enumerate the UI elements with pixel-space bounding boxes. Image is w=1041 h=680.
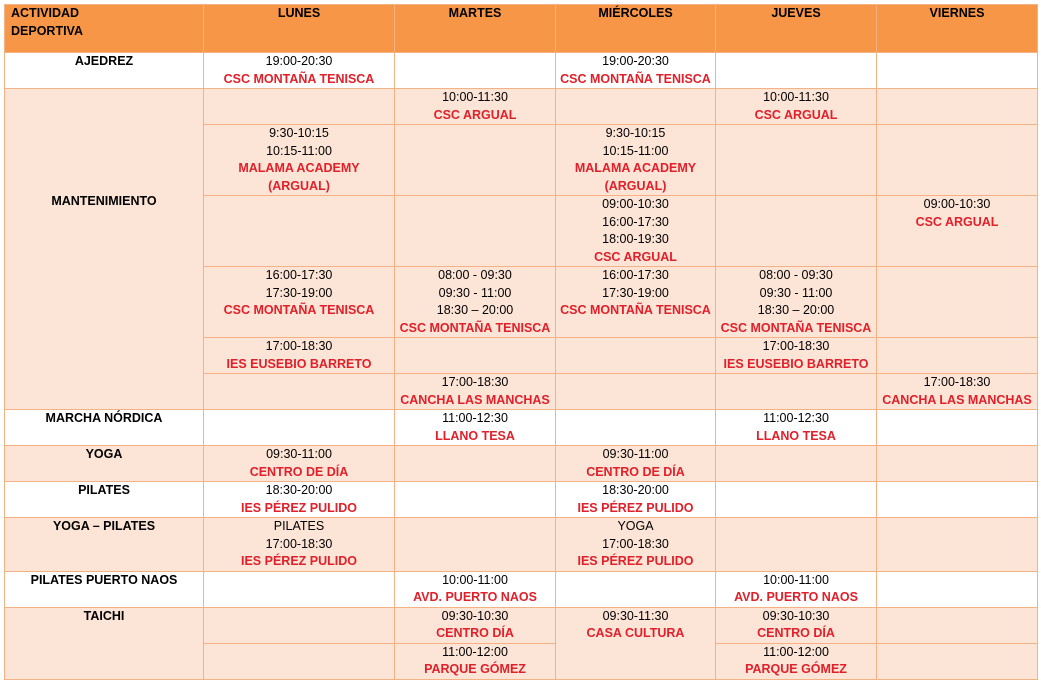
venue-label: CSC MONTAÑA TENISCA bbox=[560, 303, 711, 317]
schedule-cell bbox=[877, 607, 1038, 643]
activity-name: YOGA bbox=[5, 446, 204, 482]
time-slot: 17:00-18:30 bbox=[265, 339, 333, 353]
header-activity: ACTIVIDAD DEPORTIVA bbox=[5, 5, 204, 53]
schedule-cell bbox=[556, 53, 716, 89]
time-slot: 18:30-20:00 bbox=[602, 483, 669, 497]
venue-label: LLANO TESA bbox=[756, 428, 836, 443]
venue-label: CANCHA LAS MANCHAS bbox=[400, 392, 550, 407]
schedule-cell bbox=[877, 196, 1038, 267]
schedule-cell bbox=[877, 125, 1038, 196]
schedule-cell bbox=[556, 482, 716, 518]
schedule-cell bbox=[395, 196, 556, 267]
venue-label: IES PÉREZ PULIDO bbox=[241, 500, 357, 515]
activity-name: TAICHI bbox=[5, 607, 204, 679]
header-jueves: JUEVES bbox=[716, 5, 877, 53]
time-slot: 11:00-12:00 bbox=[442, 644, 508, 659]
schedule-cell bbox=[556, 410, 716, 446]
venue-label: (ARGUAL) bbox=[604, 178, 667, 193]
time-slot: 09:30-11:30 bbox=[602, 608, 669, 623]
table-row bbox=[5, 89, 1038, 125]
activity-name: PILATES PUERTO NAOS bbox=[5, 571, 204, 607]
schedule-cell bbox=[556, 374, 716, 410]
schedule-cell bbox=[204, 643, 395, 679]
time-slot: 16:00-17:30 bbox=[602, 268, 669, 282]
venue-label: IES PÉREZ PULIDO bbox=[577, 500, 694, 515]
time-slot: 11:00-12:00 bbox=[763, 644, 829, 659]
venue-label: PARQUE GÓMEZ bbox=[424, 662, 526, 676]
time-slot: 17:00-18:30 bbox=[923, 375, 991, 389]
time-slot: 09:30-10:30 bbox=[762, 608, 830, 623]
schedule-cell bbox=[716, 196, 877, 267]
time-slot: 09:30 - 11:00 bbox=[438, 285, 512, 300]
venue-label: IES PÉREZ PULIDO bbox=[241, 554, 357, 568]
venue-label: PARQUE GÓMEZ bbox=[745, 662, 847, 676]
venue-label: CSC MONTAÑA TENISCA bbox=[223, 71, 375, 86]
activity-name: MANTENIMIENTO bbox=[5, 89, 204, 410]
schedule-cell bbox=[556, 267, 716, 338]
time-slot: 16:00-17:30 bbox=[602, 214, 669, 229]
schedule-cell bbox=[395, 410, 556, 446]
time-slot: PILATES bbox=[273, 519, 325, 533]
time-slot: 10:00-11:00 bbox=[442, 572, 508, 587]
time-slot: 10:15-11:00 bbox=[266, 143, 332, 158]
schedule-cell bbox=[877, 410, 1038, 446]
schedule-cell bbox=[204, 125, 395, 196]
schedule-cell bbox=[877, 89, 1038, 125]
schedule-cell bbox=[556, 518, 716, 572]
schedule-cell bbox=[877, 482, 1038, 518]
schedule-cell bbox=[716, 518, 877, 572]
venue-label: (ARGUAL) bbox=[268, 178, 330, 193]
venue-label: MALAMA ACADEMY bbox=[238, 161, 360, 175]
time-slot: 18:30 – 20:00 bbox=[757, 303, 835, 317]
time-slot: 17:30-19:00 bbox=[602, 285, 669, 300]
schedule-cell bbox=[877, 518, 1038, 572]
header-lunes: LUNES bbox=[204, 5, 395, 53]
schedule-cell bbox=[204, 53, 395, 89]
time-slot: 08:00 - 09:30 bbox=[438, 268, 512, 282]
time-slot: 18:30 – 20:00 bbox=[436, 303, 514, 317]
venue-label: CSC ARGUAL bbox=[433, 107, 517, 122]
schedule-cell bbox=[716, 446, 877, 482]
schedule-cell bbox=[556, 446, 716, 482]
schedule-cell bbox=[556, 607, 716, 679]
venue-label: CENTRO DÍA bbox=[436, 626, 514, 640]
schedule-cell bbox=[395, 518, 556, 572]
schedule-cell bbox=[556, 571, 716, 607]
schedule-cell bbox=[877, 338, 1038, 374]
schedule-cell bbox=[877, 446, 1038, 482]
schedule-cell bbox=[877, 374, 1038, 410]
schedule-cell bbox=[395, 89, 556, 125]
venue-label: AVD. PUERTO NAOS bbox=[734, 590, 858, 604]
schedule-cell bbox=[716, 571, 877, 607]
header-miercoles: MIÉRCOLES bbox=[556, 5, 716, 53]
schedule-cell bbox=[395, 571, 556, 607]
time-slot: 16:00-17:30 bbox=[265, 268, 333, 282]
table-row bbox=[5, 53, 1038, 89]
schedule-cell bbox=[204, 446, 395, 482]
schedule-cell bbox=[716, 643, 877, 679]
venue-label: CENTRO DÍA bbox=[757, 626, 835, 640]
schedule-cell bbox=[395, 482, 556, 518]
time-slot: 18:30-20:00 bbox=[265, 483, 333, 497]
venue-label: IES PÉREZ PULIDO bbox=[577, 554, 694, 568]
table-row bbox=[5, 446, 1038, 482]
venue-label: CSC MONTAÑA TENISCA bbox=[399, 320, 551, 335]
venue-label: CASA CULTURA bbox=[586, 626, 685, 640]
schedule-cell bbox=[716, 410, 877, 446]
header-viernes: VIERNES bbox=[877, 5, 1038, 53]
activity-name: MARCHA NÓRDICA bbox=[5, 410, 204, 446]
schedule-cell bbox=[395, 643, 556, 679]
venue-label: CSC ARGUAL bbox=[594, 249, 677, 264]
schedule-cell bbox=[716, 607, 877, 643]
time-slot: 10:00-11:00 bbox=[763, 572, 829, 587]
time-slot: 17:30-19:00 bbox=[265, 285, 333, 300]
schedule-cell bbox=[204, 571, 395, 607]
schedule-cell bbox=[556, 89, 716, 125]
table-row bbox=[5, 482, 1038, 518]
header-martes: MARTES bbox=[395, 5, 556, 53]
table-row bbox=[5, 571, 1038, 607]
schedule-cell bbox=[716, 125, 877, 196]
schedule-cell bbox=[395, 446, 556, 482]
venue-label: AVD. PUERTO NAOS bbox=[413, 590, 537, 604]
time-slot: 9:30-10:15 bbox=[605, 126, 666, 140]
activity-name: YOGA – PILATES bbox=[5, 518, 204, 572]
activity-name: PILATES bbox=[5, 482, 204, 518]
time-slot: 19:00-20:30 bbox=[602, 54, 669, 68]
schedule-cell bbox=[395, 607, 556, 643]
time-slot: 17:00-18:30 bbox=[762, 339, 830, 353]
schedule-cell bbox=[556, 125, 716, 196]
table-row bbox=[5, 518, 1038, 572]
venue-label: CENTRO DE DÍA bbox=[586, 464, 685, 479]
header-row bbox=[5, 5, 1038, 53]
time-slot: 18:00-19:30 bbox=[602, 232, 669, 246]
time-slot: 9:30-10:15 bbox=[269, 126, 329, 140]
schedule-cell bbox=[395, 338, 556, 374]
time-slot: 11:00-12:30 bbox=[763, 411, 829, 425]
schedule-cell bbox=[395, 53, 556, 89]
time-slot: 09:30-11:00 bbox=[266, 447, 332, 461]
schedule-cell bbox=[556, 196, 716, 267]
schedule-cell bbox=[204, 338, 395, 374]
time-slot: 11:00-12:30 bbox=[442, 411, 508, 425]
schedule-cell bbox=[204, 374, 395, 410]
schedule-cell bbox=[716, 338, 877, 374]
activity-schedule-table bbox=[4, 4, 1038, 680]
schedule-cell bbox=[877, 643, 1038, 679]
time-slot: 10:15-11:00 bbox=[602, 143, 669, 158]
venue-label: CSC MONTAÑA TENISCA bbox=[560, 71, 711, 86]
time-slot: 19:00-20:30 bbox=[265, 54, 333, 68]
schedule-cell bbox=[716, 482, 877, 518]
schedule-cell bbox=[395, 374, 556, 410]
time-slot: 08:00 - 09:30 bbox=[759, 268, 833, 282]
venue-label: IES EUSEBIO BARRETO bbox=[226, 356, 372, 371]
venue-label: IES EUSEBIO BARRETO bbox=[723, 356, 869, 371]
schedule-cell bbox=[395, 267, 556, 338]
schedule-cell bbox=[877, 267, 1038, 338]
schedule-cell bbox=[716, 53, 877, 89]
schedule-cell bbox=[204, 410, 395, 446]
venue-label: CSC ARGUAL bbox=[915, 214, 999, 229]
schedule-cell bbox=[204, 482, 395, 518]
schedule-cell bbox=[556, 338, 716, 374]
schedule-cell bbox=[877, 571, 1038, 607]
schedule-cell bbox=[204, 267, 395, 338]
schedule-cell bbox=[204, 196, 395, 267]
activity-name: AJEDREZ bbox=[5, 53, 204, 89]
time-slot: 09:00-10:30 bbox=[602, 197, 669, 211]
venue-label: MALAMA ACADEMY bbox=[574, 161, 697, 175]
time-slot: 17:00-18:30 bbox=[265, 536, 333, 551]
time-slot: 10:00-11:30 bbox=[763, 90, 829, 104]
venue-label: LLANO TESA bbox=[435, 428, 515, 443]
schedule-cell bbox=[204, 607, 395, 643]
time-slot: 17:00-18:30 bbox=[441, 375, 509, 389]
schedule-cell bbox=[395, 125, 556, 196]
table-row bbox=[5, 410, 1038, 446]
schedule-cell bbox=[716, 374, 877, 410]
time-slot: YOGA bbox=[617, 519, 654, 533]
table-row bbox=[5, 607, 1038, 643]
venue-label: CENTRO DE DÍA bbox=[249, 464, 349, 479]
schedule-cell bbox=[716, 89, 877, 125]
schedule-cell bbox=[204, 89, 395, 125]
time-slot: 09:30 - 11:00 bbox=[759, 285, 833, 300]
time-slot: 17:00-18:30 bbox=[602, 536, 669, 551]
venue-label: CSC MONTAÑA TENISCA bbox=[720, 320, 872, 335]
time-slot: 09:30-11:00 bbox=[602, 447, 669, 461]
time-slot: 09:30-10:30 bbox=[441, 608, 509, 623]
venue-label: CANCHA LAS MANCHAS bbox=[882, 392, 1032, 407]
time-slot: 09:00-10:30 bbox=[923, 197, 991, 211]
schedule-cell bbox=[204, 518, 395, 572]
venue-label: CSC ARGUAL bbox=[754, 107, 838, 122]
schedule-cell bbox=[716, 267, 877, 338]
venue-label: CSC MONTAÑA TENISCA bbox=[223, 303, 375, 317]
time-slot: 10:00-11:30 bbox=[442, 90, 508, 104]
schedule-cell bbox=[877, 53, 1038, 89]
